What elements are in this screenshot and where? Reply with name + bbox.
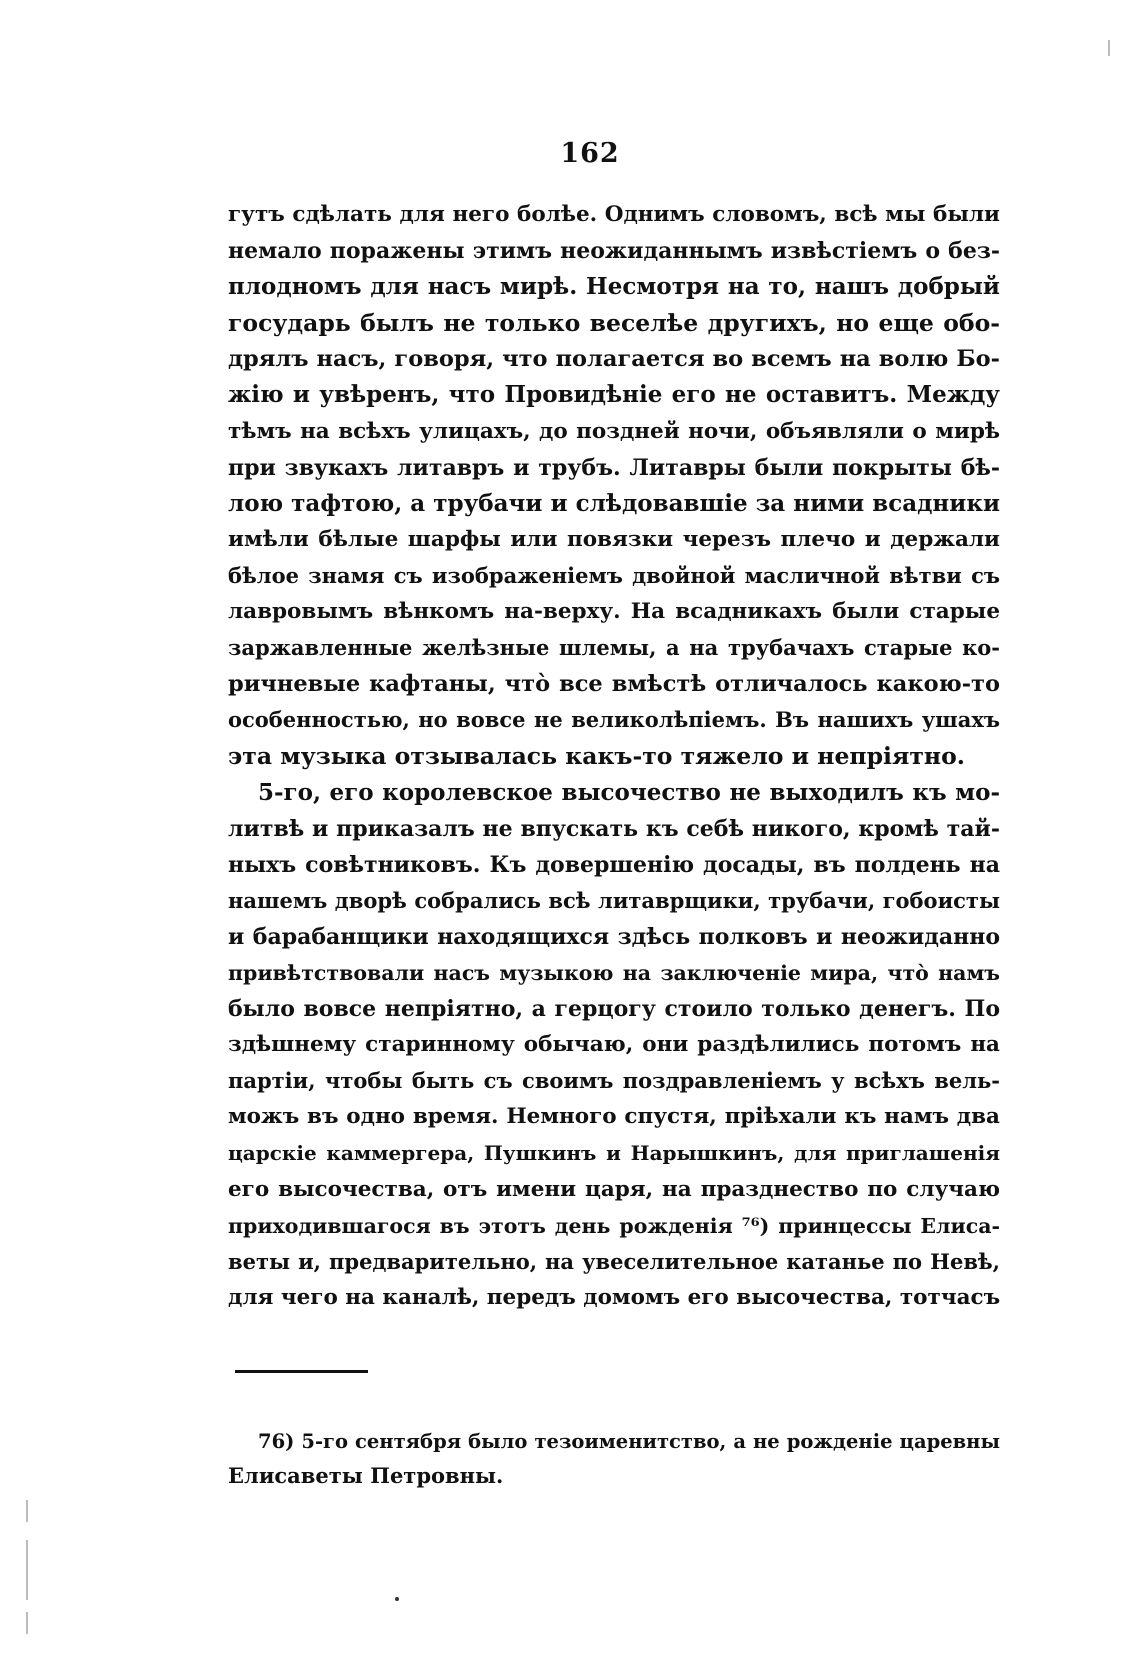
text-line: веты и, предварительно, на увеселительное катанье по Невѣ, [228, 1248, 1000, 1274]
text-line: эта музыка отзывалась какъ-то тяжело и непріятно. [228, 742, 965, 771]
text-line: лавровымъ вѣнкомъ на-верху. На всадникахъ были старые [228, 599, 1000, 625]
footnote [228, 1425, 1000, 1493]
footnote-rule [235, 1370, 368, 1373]
text-line: заржавленные желѣзные шлемы, а на трубачахъ старые ко- [228, 635, 1000, 661]
text-line: дрялъ насъ, говоря, что полагается во всемъ на волю Бо- [228, 346, 1000, 373]
scan-mark [26, 1500, 28, 1522]
scan-mark [26, 1612, 28, 1634]
footnote-line: 76) 5-го сентября было тезоименитство, а не рожденіе царевны [258, 1430, 1000, 1453]
scan-mark [26, 1540, 28, 1600]
page-number: 162 [560, 138, 620, 169]
text-line: тѣмъ на всѣхъ улицахъ, до поздней ночи, объявляли о мирѣ [228, 418, 1000, 444]
text-line: царскіе каммергера, Пушкинъ и Нарышкинъ, для приглашенія [228, 1141, 1000, 1166]
text-line: 5-го, его королевское высочество не выходилъ къ мо- [258, 778, 1000, 806]
text-line: гутъ сдѣлать для него болѣе. Однимъ словомъ, всѣ мы были [228, 202, 1000, 227]
text-line: плодномъ для насъ мирѣ. Несмотря на то, нашъ добрый [228, 273, 1000, 301]
text-line: можъ въ одно время. Немного спустя, пріѣхали къ намъ два [228, 1104, 1000, 1130]
text-line: ричневые кафтаны, что̀ все вмѣстѣ отличалось какою-то [228, 671, 1000, 698]
text-line: немало поражены этимъ неожиданнымъ извѣстіемъ о без- [228, 238, 1000, 265]
text-line: приходившагося въ этотъ день рожденія ⁷⁶) принцессы Елиса- [228, 1213, 1000, 1238]
text-line: особенностью, но вовсе не великолѣпіемъ. Въ нашихъ ушахъ [228, 707, 1000, 733]
text-line: нашемъ дворѣ собрались всѣ литаврщики, трубачи, гобоисты [228, 887, 1000, 913]
text-line: при звукахъ литавръ и трубъ. Литавры были покрыты бѣ- [228, 454, 1000, 481]
text-line: бѣлое знамя съ изображеніемъ двойной масличной вѣтви съ [228, 562, 1000, 588]
text-line: литвѣ и приказалъ не впускать къ себѣ никого, кромѣ тай- [228, 815, 1000, 842]
text-line: здѣшнему старинному обычаю, они раздѣлились потомъ на [228, 1032, 1000, 1058]
footnote-line: Елисаветы Петровны. [228, 1463, 504, 1488]
scan-dot [395, 1597, 399, 1601]
scan-mark [1108, 40, 1110, 56]
text-line: имѣли бѣлые шарфы или повязки черезъ плечо и держали [228, 526, 1000, 552]
text-line: ныхъ совѣтниковъ. Къ довершенію досады, въ полдень на [228, 851, 1000, 878]
text-line: было вовсе непріятно, а герцогу стоило только денегъ. По [228, 996, 1000, 1023]
text-line: лою тафтою, а трубачи и слѣдовавшіе за ними всадники [228, 489, 1000, 517]
text-line: партіи, чтобы быть съ своимъ поздравленіемъ у всѣхъ вель- [228, 1068, 1000, 1094]
text-line: и барабанщики находящихся здѣсь полковъ и неожиданно [228, 923, 1000, 950]
body-text [228, 197, 1000, 1316]
text-line: государь былъ не только веселѣе другихъ, но еще обо- [228, 309, 1000, 338]
text-line: для чего на каналѣ, передъ домомъ его высочества, тотчасъ [228, 1284, 1001, 1310]
text-line: жію и увѣренъ, что Провидѣніе его не оставитъ. Между [228, 381, 1000, 409]
text-line: его высочества, отъ имени царя, на празднество по случаю [228, 1176, 1000, 1202]
text-line: привѣтствовали насъ музыкою на заключеніе мира, что̀ намъ [228, 960, 1000, 985]
